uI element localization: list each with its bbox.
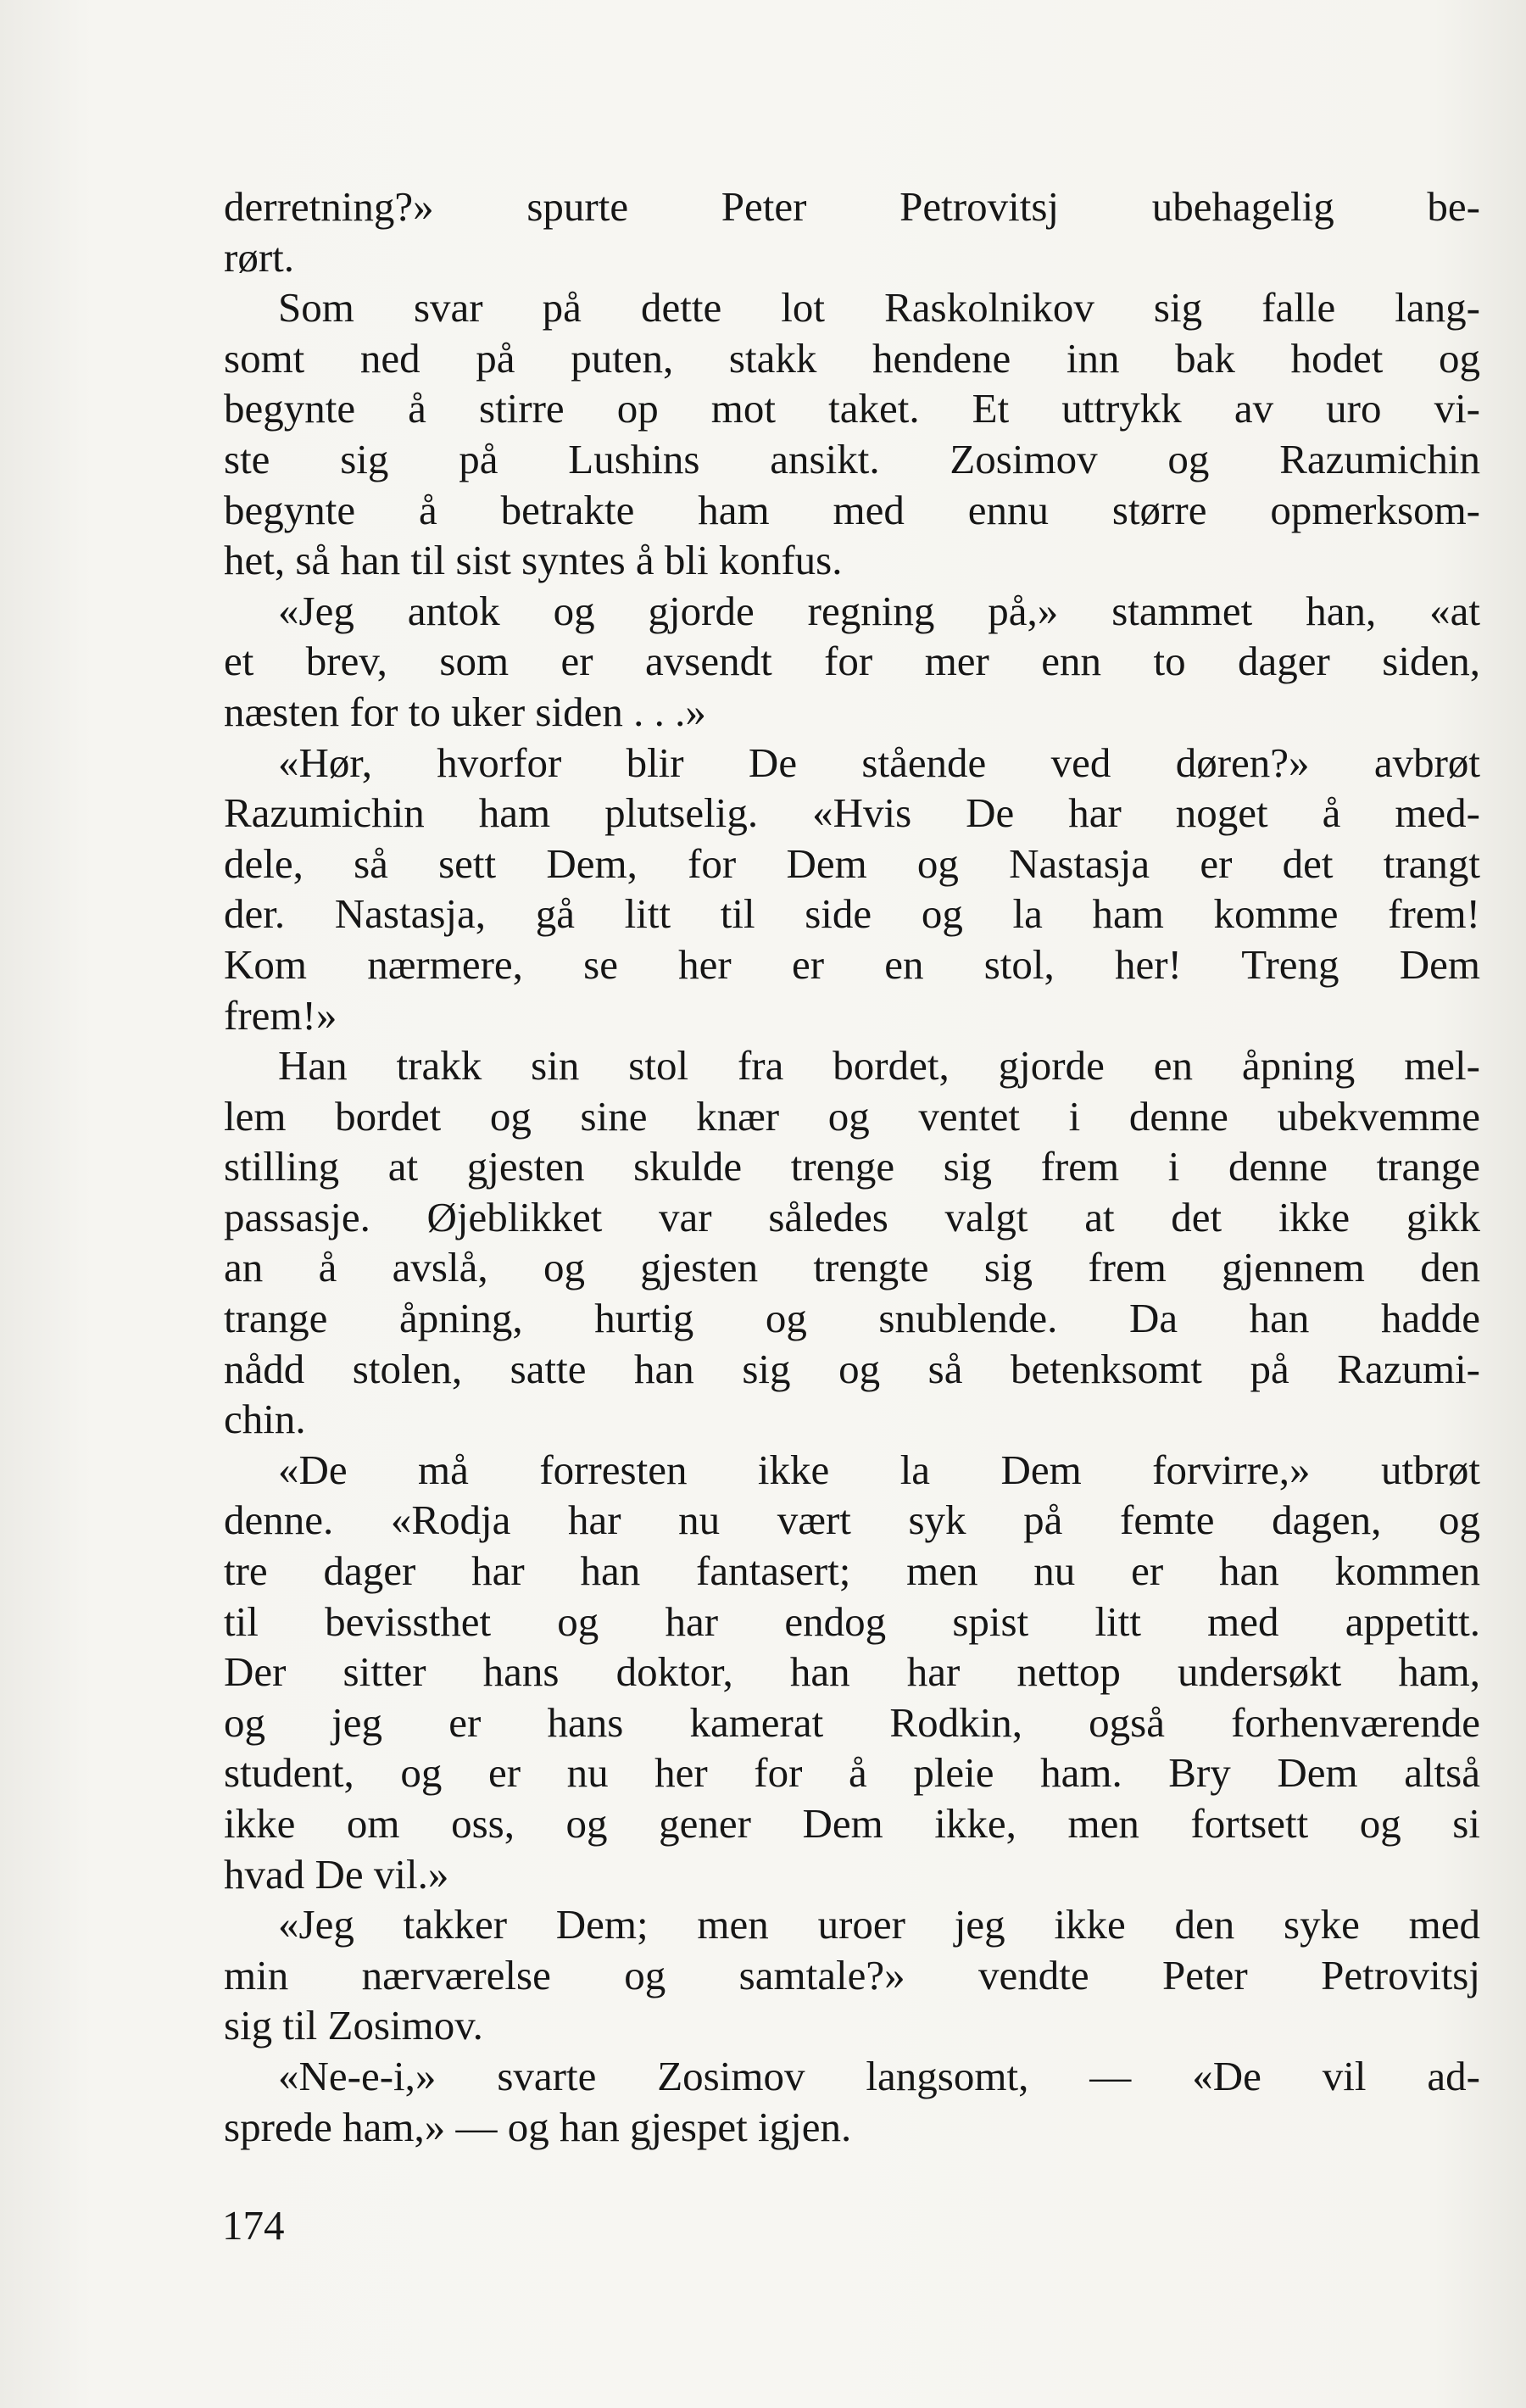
text-line: derretning?» spurte Peter Petrovitsj ubehagelig be-: [224, 183, 1480, 230]
text-line: somt ned på puten, stakk hendene inn bak hodet og: [224, 334, 1480, 382]
text-line: Der sitter hans doktor, han har nettop undersøkt ham,: [224, 1648, 1480, 1696]
text-line: sig til Zosimov.: [224, 2002, 483, 2049]
text-line: «Jeg takker Dem; men uroer jeg ikke den syke med: [278, 1901, 1480, 1948]
text-line: student, og er nu her for å pleie ham. Bry Dem altså: [224, 1749, 1480, 1797]
text-line: frem!»: [224, 991, 337, 1039]
text-line: ikke om oss, og gener Dem ikke, men fortsett og si: [224, 1800, 1480, 1847]
text-line: «Ne-e-i,» svarte Zosimov langsomt, — «De vil ad-: [278, 2052, 1480, 2099]
page-number: 174: [222, 2202, 285, 2249]
text-line: «De må forresten ikke la Dem forvirre,» utbrøt: [278, 1446, 1480, 1493]
body-text: [224, 181, 1480, 2152]
text-line: hvad De vil.»: [224, 1850, 449, 1898]
text-line: og jeg er hans kamerat Rodkin, også forhenværende: [224, 1698, 1480, 1746]
text-line: Kom nærmere, se her er en stol, her! Treng Dem: [224, 940, 1480, 988]
text-line: Som svar på dette lot Raskolnikov sig falle lang-: [278, 284, 1480, 332]
text-line: sprede ham,» — og han gjespet igjen.: [224, 2103, 852, 2150]
text-line: nådd stolen, satte han sig og så betenksomt på Razumi-: [224, 1345, 1480, 1392]
text-line: begynte å betrakte ham med ennu større opmerksom-: [224, 486, 1480, 533]
text-line: Han trakk sin stol fra bordet, gjorde en åpning mel-: [278, 1042, 1480, 1090]
text-line: rørt.: [224, 233, 294, 281]
text-line: et brev, som er avsendt for mer enn to dager siden,: [224, 638, 1480, 685]
text-line: dele, så sett Dem, for Dem og Nastasja er det trangt: [224, 839, 1480, 887]
text-line: tre dager har han fantasert; men nu er han kommen: [224, 1547, 1480, 1595]
text-line: der. Nastasja, gå litt til side og la ham komme frem!: [224, 890, 1480, 938]
text-line: min nærværelse og samtale?» vendte Peter Petrovitsj: [224, 1951, 1480, 1998]
text-line: begynte å stirre op mot taket. Et uttrykk av uro vi-: [224, 385, 1480, 432]
text-line: «Hør, hvorfor blir De stående ved døren?» avbrøt: [278, 739, 1480, 786]
text-line: til bevissthet og har endog spist litt med appetitt.: [224, 1597, 1480, 1645]
text-line: stilling at gjesten skulde trenge sig frem i denne trange: [224, 1143, 1480, 1190]
text-line: passasje. Øjeblikket var således valgt at det ikke gikk: [224, 1193, 1480, 1240]
text-line: denne. «Rodja har nu vært syk på femte dagen, og: [224, 1497, 1480, 1544]
text-line: «Jeg antok og gjorde regning på,» stammet han, «at: [278, 587, 1480, 634]
text-line: an å avslå, og gjesten trengte sig frem gjennem den: [224, 1244, 1480, 1291]
text-line: ste sig på Lushins ansikt. Zosimov og Razumichin: [224, 435, 1480, 482]
text-line: lem bordet og sine knær og ventet i denne ubekvemme: [224, 1092, 1480, 1140]
text-line: het, så han til sist syntes å bli konfus.: [224, 537, 843, 584]
text-line: næsten for to uker siden . . .»: [224, 688, 706, 735]
text-line: Razumichin ham plutselig. «Hvis De har noget å med-: [224, 789, 1480, 837]
text-line: chin.: [224, 1396, 306, 1443]
text-line: trange åpning, hurtig og snublende. Da han hadde: [224, 1295, 1480, 1342]
